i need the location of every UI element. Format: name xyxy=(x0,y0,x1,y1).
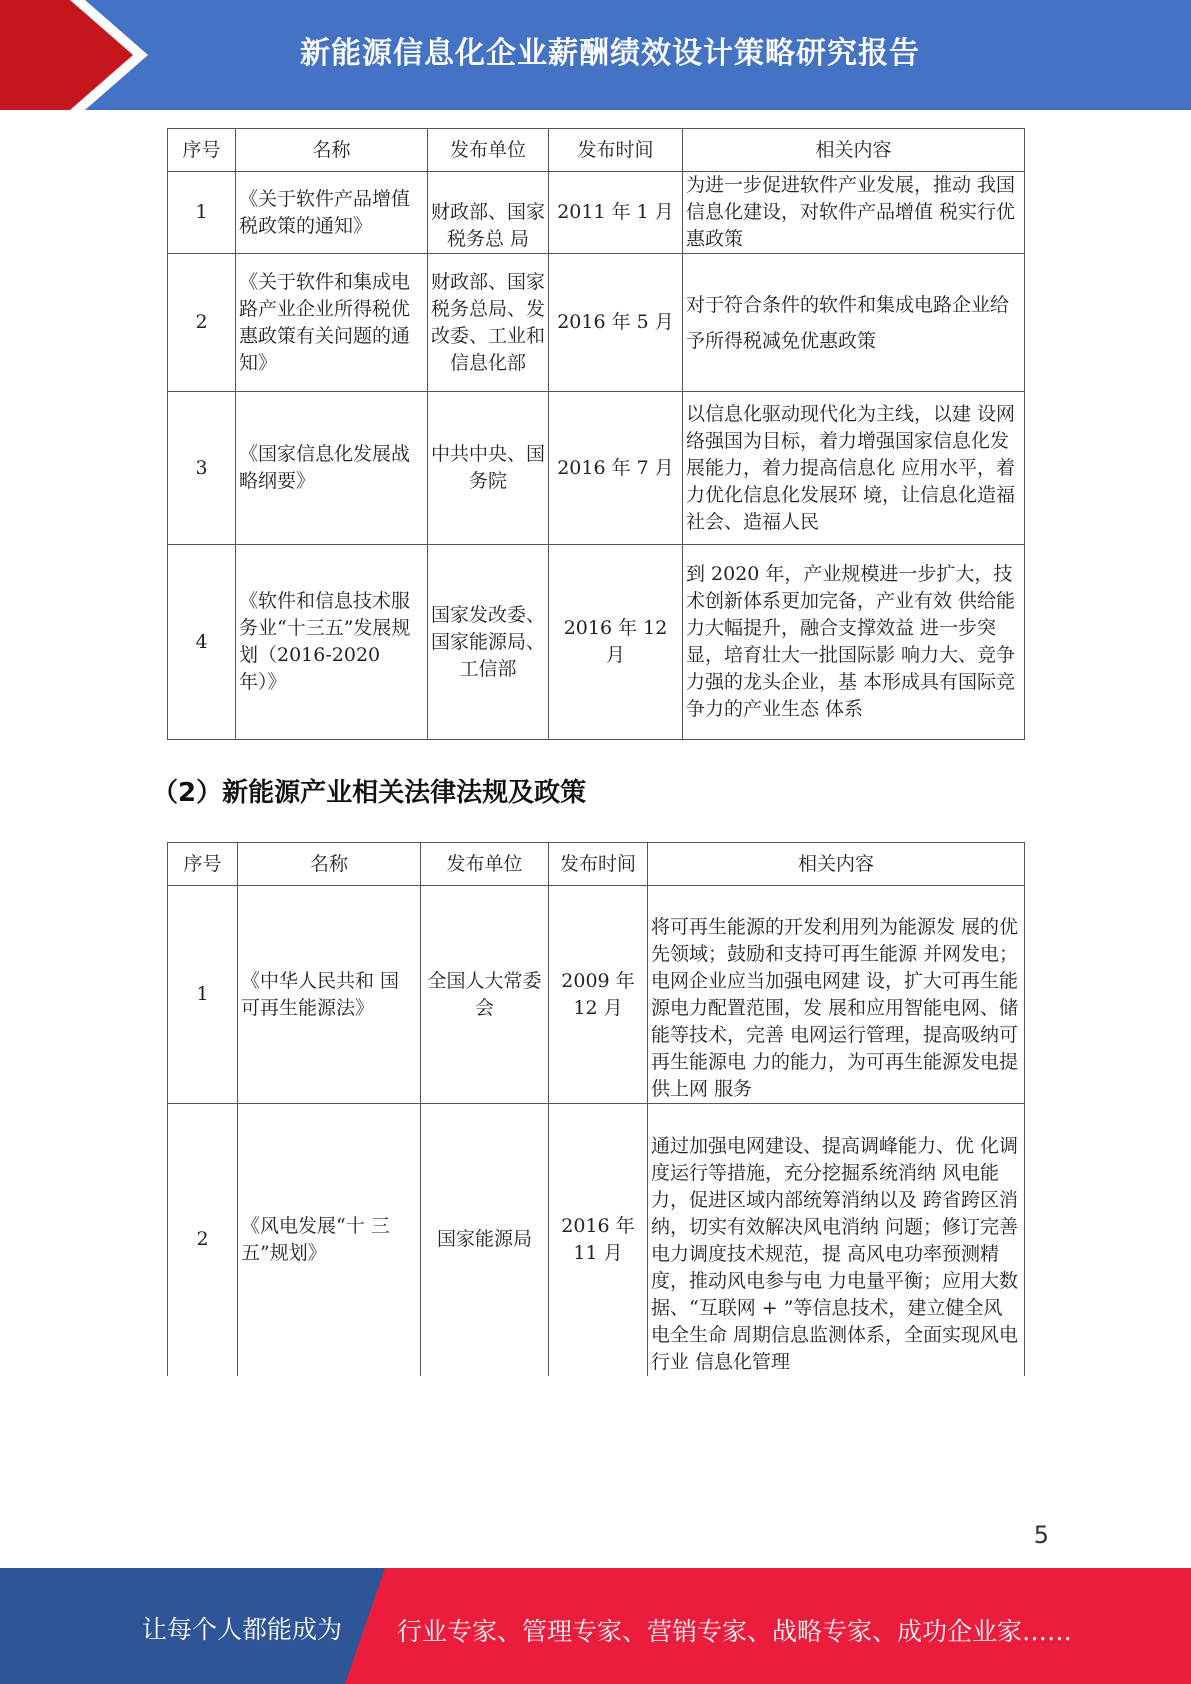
table-header-row xyxy=(168,129,1025,172)
row-issuer: 国家发改委、国家能源局、工信部 xyxy=(428,545,549,740)
row-seq: 1 xyxy=(168,886,238,1104)
page-number: 5 xyxy=(1033,1521,1049,1549)
table-row xyxy=(168,545,1025,740)
row-name: 《软件和信息技术服务业“十三五”发展规划（2016-2020 年）》 xyxy=(236,545,428,740)
row-seq: 1 xyxy=(168,172,236,254)
row-seq: 2 xyxy=(168,254,236,392)
row-issuer: 国家能源局 xyxy=(421,1104,549,1376)
row-name: 《国家信息化发展战略纲要》 xyxy=(236,392,428,545)
row-name: 《关于软件和集成电路产业企业所得税优惠政策有关问题的通知》 xyxy=(236,254,428,392)
row-date: 2009 年 12 月 xyxy=(549,886,648,1104)
section-heading: （2）新能源产业相关法律法规及政策 xyxy=(152,778,587,808)
page-header xyxy=(0,0,1191,110)
footer-slogan-right: 行业专家、管理专家、营销专家、战略专家、成功企业家…… xyxy=(397,1617,1073,1646)
table-row xyxy=(168,172,1025,254)
row-date: 2016 年 11 月 xyxy=(549,1104,648,1376)
row-content: 为进一步促进软件产业发展，推动 我国信息化建设，对软件产品增值 税实行优惠政策 xyxy=(683,172,1025,254)
col-header-date: 发布时间 xyxy=(549,843,648,886)
col-header-name: 名称 xyxy=(238,843,421,886)
table-header-row xyxy=(168,843,1025,886)
page-footer xyxy=(0,1568,1191,1684)
row-name: 《风电发展“十 三五”规划》 xyxy=(238,1104,421,1376)
col-header-content: 相关内容 xyxy=(648,843,1025,886)
row-content: 到 2020 年，产业规模进一步扩大，技术创新体系更加完备，产业有效 供给能力大幅提升，融合支撑效益 进一步突显，培育壮大一批国际影 响力大、竞争力强的龙头企业，基 本形成具有国际竞争力的产业生态 体系 xyxy=(683,545,1025,740)
table-row xyxy=(168,886,1025,1104)
col-header-name: 名称 xyxy=(236,129,428,172)
row-issuer: 财政部、国家税务总 局 xyxy=(428,172,549,254)
col-header-issuer: 发布单位 xyxy=(421,843,549,886)
row-date: 2016 年 12 月 xyxy=(549,545,683,740)
row-issuer: 财政部、国家税务总局、发改委、工业和信息化部 xyxy=(428,254,549,392)
table-row xyxy=(168,1104,1025,1376)
col-header-seq: 序号 xyxy=(168,129,236,172)
row-date: 2011 年 1 月 xyxy=(549,172,683,254)
header-chevron xyxy=(0,0,140,110)
row-seq: 2 xyxy=(168,1104,238,1376)
row-seq: 3 xyxy=(168,392,236,545)
row-name: 《关于软件产品增值税政策的通知》 xyxy=(236,172,428,254)
table-row xyxy=(168,392,1025,545)
row-issuer: 全国人大常委会 xyxy=(421,886,549,1104)
row-content: 通过加强电网建设、提高调峰能力、优 化调度运行等措施，充分挖掘系统消纳 风电能力，促进区域内部统筹消纳以及 跨省跨区消纳，切实有效解决风电消纳 问题；修订完善电力调度技术规范，提 高风电功率预测精度，推动风电参与电 力电量平衡；应用大数据、“互联网 + ”等信息技术，建立健全风电全生命 周期信息监测体系，全面实现风电行业 信息化管理 xyxy=(648,1104,1025,1376)
row-content: 对于符合条件的软件和集成电路企业给予所得税减免优惠政策 xyxy=(683,254,1025,392)
col-header-issuer: 发布单位 xyxy=(428,129,549,172)
table-row xyxy=(168,254,1025,392)
row-content: 将可再生能源的开发利用列为能源发 展的优先领域；鼓励和支持可再生能源 并网发电；电网企业应当加强电网建 设，扩大可再生能源电力配置范围，发 展和应用智能电网、储能等技术，完善 电网运行管理，提高吸纳可再生能源电 力的能力，为可再生能源发电提供上网 服务 xyxy=(648,886,1025,1104)
row-date: 2016 年 5 月 xyxy=(549,254,683,392)
col-header-content: 相关内容 xyxy=(683,129,1025,172)
row-content: 以信息化驱动现代化为主线，以建 设网络强国为目标，着力增强国家信息化发展能力，着力提高信息化 应用水平，着力优化信息化发展环 境，让信息化造福社会、造福人民 xyxy=(683,392,1025,545)
col-header-seq: 序号 xyxy=(168,843,238,886)
software-policy-table xyxy=(167,128,1025,740)
report-title: 新能源信息化企业薪酬绩效设计策略研究报告 xyxy=(300,36,920,71)
row-name: 《中华人民共和 国可再生能源法》 xyxy=(238,886,421,1104)
col-header-date: 发布时间 xyxy=(549,129,683,172)
footer-slogan-left: 让每个人都能成为 xyxy=(142,1615,343,1644)
row-date: 2016 年 7 月 xyxy=(549,392,683,545)
energy-policy-table xyxy=(167,842,1025,1376)
row-issuer: 中共中央、国务院 xyxy=(428,392,549,545)
row-seq: 4 xyxy=(168,545,236,740)
